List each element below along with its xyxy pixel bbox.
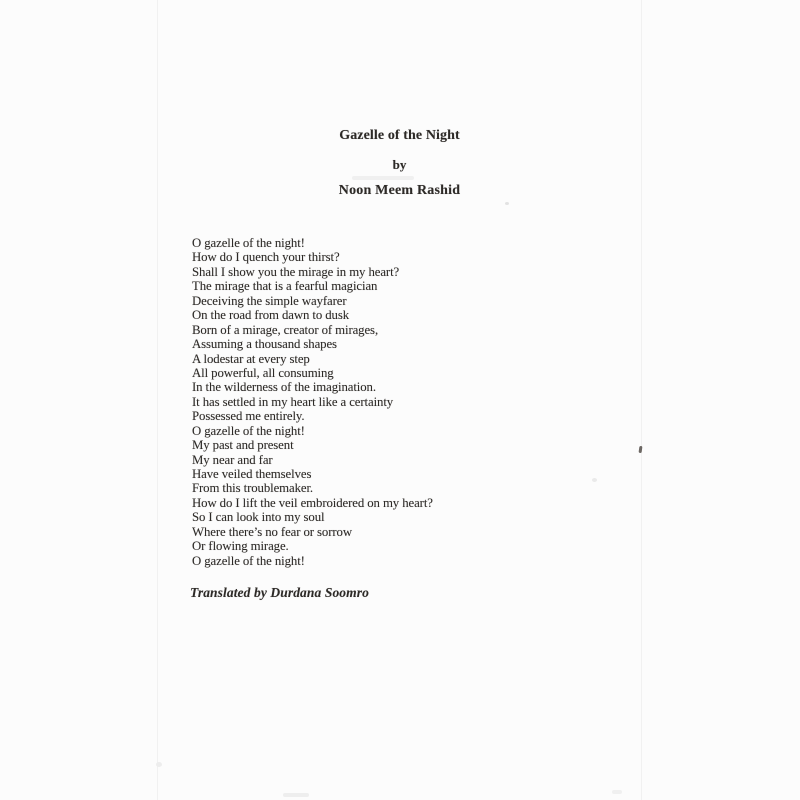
poem-line: Have veiled themselves xyxy=(192,467,312,481)
poem-line: All powerful, all consuming xyxy=(192,365,334,380)
translation-credit: Translated by Durdana Soomro xyxy=(190,585,369,600)
title-block xyxy=(157,128,642,199)
poem-line: Or flowing mirage. xyxy=(192,539,289,554)
byline: by xyxy=(392,157,407,172)
poem-line: The mirage that is a fearful magician xyxy=(192,279,378,294)
scan-smudge xyxy=(283,793,309,797)
poem-line: From this troublemaker. xyxy=(192,481,314,496)
scan-speck xyxy=(592,478,597,482)
poem-line: So I can look into my soul xyxy=(192,510,325,525)
scan-smudge xyxy=(612,790,622,794)
poem-line: Where there’s no fear or sorrow xyxy=(192,524,352,539)
poem-line: My past and present xyxy=(192,438,294,453)
poem-line: Assuming a thousand shapes xyxy=(192,337,337,352)
poem-line: Born of a mirage, creator of mirages, xyxy=(192,322,379,337)
scan-speck xyxy=(505,202,509,205)
poem-line: How do I quench your thirst? xyxy=(192,250,340,265)
poem-line: In the wilderness of the imagination. xyxy=(192,380,376,395)
poem-line: My near and far xyxy=(192,452,273,467)
sheet-left-edge xyxy=(157,0,158,800)
poem-line: O gazelle of the night! xyxy=(192,423,305,438)
sheet-right-edge xyxy=(641,0,642,800)
author-name: Noon Meem Rashid xyxy=(338,183,461,198)
poem-line: On the road from dawn to dusk xyxy=(192,308,350,323)
poem-line: Possessed me entirely. xyxy=(192,409,305,424)
poem-line: It has settled in my heart like a certainty xyxy=(192,394,394,409)
poem-line: How do I lift the veil embroidered on my heart? xyxy=(192,495,433,510)
poem-line: Shall I show you the mirage in my heart? xyxy=(192,264,400,279)
poem-line: O gazelle of the night! xyxy=(192,553,305,568)
poem-line: Deceiving the simple wayfarer xyxy=(192,293,347,308)
poem-body xyxy=(192,236,433,568)
poem-line: O gazelle of the night! xyxy=(192,236,305,250)
poem-line: A lodestar at every step xyxy=(192,351,310,366)
scan-smudge xyxy=(156,762,162,767)
poem-title: Gazelle of the Night xyxy=(339,128,460,143)
